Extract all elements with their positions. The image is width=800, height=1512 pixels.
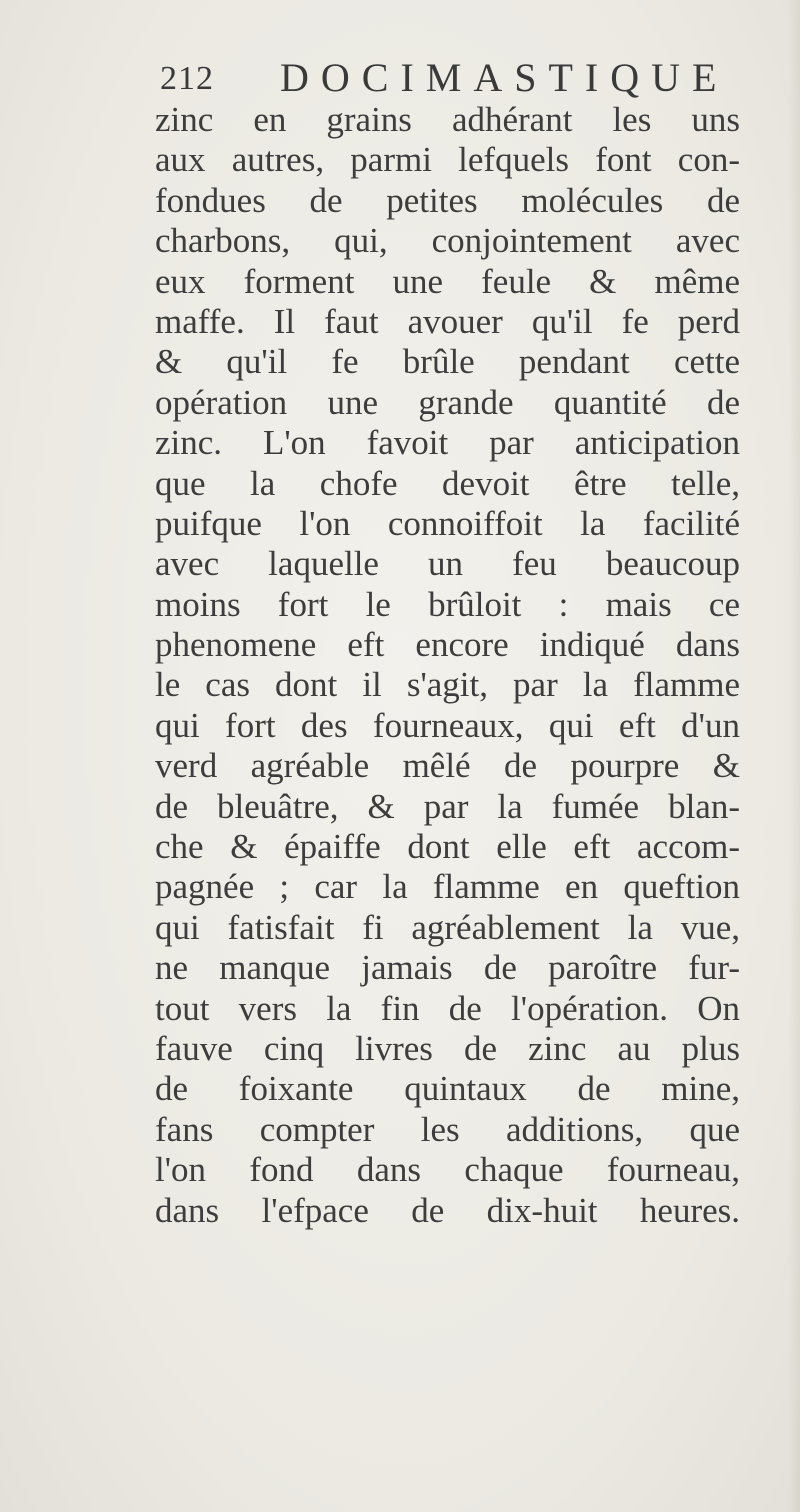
text-line: aux autres, parmi lefquels font con- <box>155 140 740 180</box>
text-line: & qu'il fe brûle pendant cette <box>155 342 740 382</box>
text-line: pagnée ; car la flamme en queftion <box>155 867 740 907</box>
running-title: DOCIMASTIQUE <box>280 55 729 100</box>
text-line: fans compter les additions, que <box>155 1109 740 1149</box>
text-line: zinc. L'on favoit par anticipation <box>155 423 740 463</box>
text-line: qui fort des fourneaux, qui eft d'un <box>155 705 740 745</box>
text-line: eux forment une feule & même <box>155 261 740 301</box>
text-line: zinc en grains adhérant les uns <box>155 100 740 139</box>
text-line: charbons, qui, conjointement avec <box>155 221 740 261</box>
body-text <box>155 100 740 1231</box>
text-line: ne manque jamais de paroître fur- <box>155 948 740 988</box>
text-line: tout vers la fin de l'opération. On <box>155 988 740 1028</box>
page-header <box>160 52 740 102</box>
text-line: fondues de petites molécules de <box>155 180 740 220</box>
text-line: phenomene eft encore indiqué dans <box>155 625 740 665</box>
text-line: opération une grande quantité de <box>155 382 740 422</box>
text-line: de foixante quintaux de mine, <box>155 1069 740 1109</box>
text-line: qui fatisfait fi agréablement la vue, <box>155 907 740 947</box>
text-line: que la chofe devoit être telle, <box>155 463 740 503</box>
text-line: moins fort le brûloit : mais ce <box>155 584 740 624</box>
page-number: 212 <box>160 60 214 97</box>
text-line: le cas dont il s'agit, par la flamme <box>155 665 740 705</box>
text-line: che & épaiffe dont elle eft accom- <box>155 827 740 867</box>
text-line: de bleuâtre, & par la fumée blan- <box>155 786 740 826</box>
text-line: maffe. Il faut avouer qu'il fe perd <box>155 301 740 341</box>
text-line: l'on fond dans chaque fourneau, <box>155 1150 740 1190</box>
text-line: puifque l'on connoiffoit la facilité <box>155 503 740 543</box>
page-edge-shadow <box>788 0 800 1512</box>
text-line: verd agréable mêlé de pourpre & <box>155 746 740 786</box>
text-line: avec laquelle un feu beaucoup <box>155 544 740 584</box>
text-line: fauve cinq livres de zinc au plus <box>155 1028 740 1068</box>
text-line: dans l'efpace de dix-huit heures. <box>155 1190 740 1230</box>
